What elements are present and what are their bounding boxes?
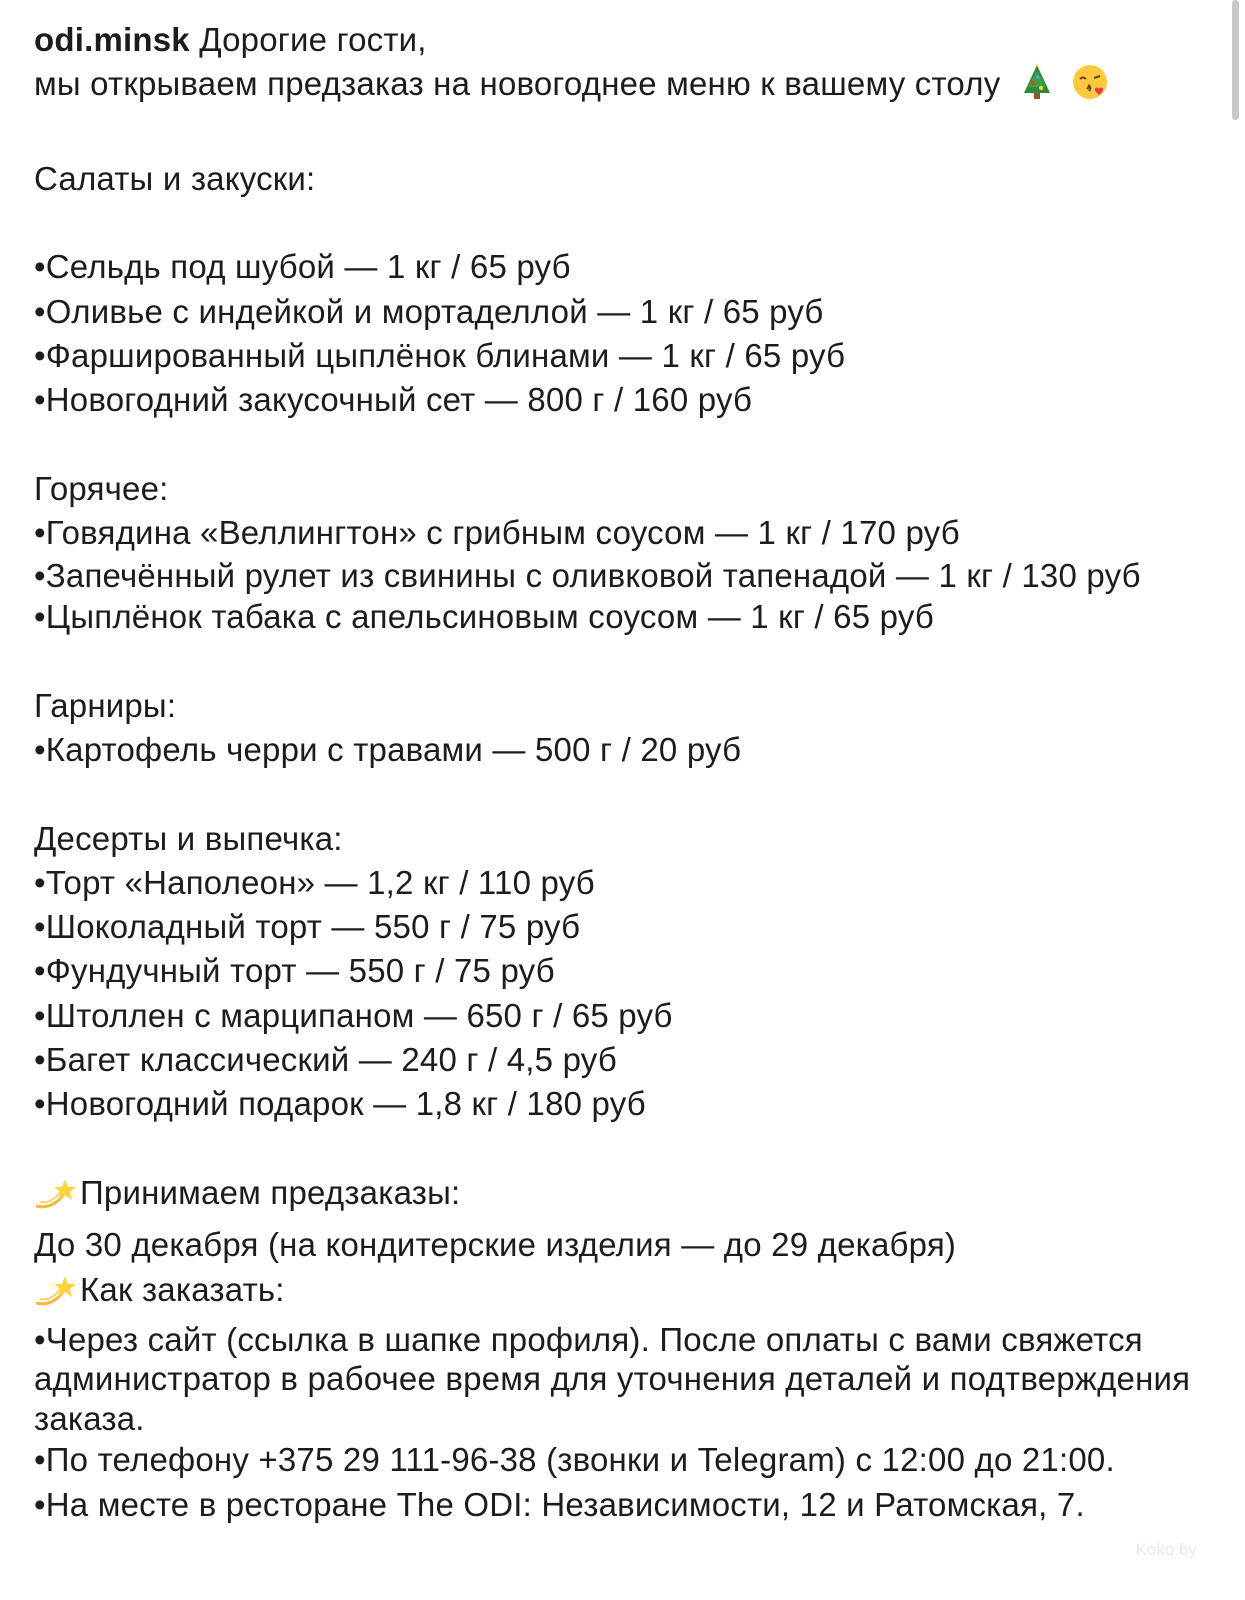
menu-item: •Оливье с индейкой и мортаделлой — 1 кг / 65 руб — [34, 292, 824, 330]
scrollbar[interactable] — [1232, 0, 1239, 120]
post-caption — [34, 18, 1194, 1527]
dizzy-star-icon — [34, 1176, 76, 1223]
menu-item: •Запечённый рулет из свинины с оливковой тапенадой — 1 кг / 130 руб — [34, 556, 1141, 594]
menu-item: •Фаршированный цыплёнок блинами — 1 кг / 65 руб — [34, 337, 846, 375]
how-to-order-heading-text: Как заказать: — [80, 1270, 285, 1308]
preorder-heading-text: Принимаем предзаказы: — [80, 1173, 461, 1211]
intro-text: мы открываем предзаказ на новогоднее меню к вашему столу — [34, 65, 1001, 103]
menu-item: •Штоллен с марципаном — 650 г / 65 руб — [34, 996, 673, 1034]
intro-line — [34, 62, 1194, 112]
christmas-tree-icon — [1020, 63, 1054, 112]
menu-item: •Сельдь под шубой — 1 кг / 65 руб — [34, 248, 571, 286]
preorder-deadline: До 30 декабря (на кондитерские изделия — до 29 декабря) — [34, 1226, 957, 1264]
kissing-face-icon — [1071, 63, 1109, 112]
caption-header — [34, 18, 1194, 62]
username-link[interactable]: odi.minsk — [34, 21, 190, 58]
greeting-text: Дорогие гости, — [189, 21, 427, 58]
section-heading-salads: Салаты и закуски: — [34, 159, 316, 197]
menu-item: •Новогодний закусочный сет — 800 г / 160 руб — [34, 381, 753, 419]
section-heading-sides: Гарниры: — [34, 686, 177, 724]
dizzy-star-icon — [34, 1273, 76, 1320]
menu-item: •Говядина «Веллингтон» с грибным соусом — 1 кг / 170 руб — [34, 514, 960, 552]
menu-item: •Новогодний подарок — 1,8 кг / 180 руб — [34, 1085, 646, 1123]
menu-item: •Багет классический — 240 г / 4,5 руб — [34, 1041, 617, 1079]
order-method: •На месте в ресторане The ODI: Независимости, 12 и Ратомская, 7. — [34, 1485, 1085, 1523]
preorder-heading — [34, 1171, 1194, 1223]
menu-item: •Фундучный торт — 550 г / 75 руб — [34, 952, 555, 990]
menu-item: •Картофель черри с травами — 500 г / 20 руб — [34, 730, 742, 768]
order-method: •По телефону +375 29 111-96-38 (звонки и Telegram) с 12:00 до 21:00. — [34, 1441, 1115, 1479]
watermark: Koko.by — [1135, 1540, 1197, 1559]
menu-item: •Цыплёнок табака с апельсиновым соусом — 1 кг / 65 руб — [34, 598, 934, 636]
menu-item: •Шоколадный торт — 550 г / 75 руб — [34, 908, 581, 946]
menu-item: •Торт «Наполеон» — 1,2 кг / 110 руб — [34, 863, 595, 901]
section-heading-hot: Горячее: — [34, 469, 169, 507]
order-method: •Через сайт (ссылка в шапке профиля). После оплаты с вами свяжется администратор в рабочее время для уточнения деталей и подтверждения заказа. — [34, 1320, 1191, 1437]
how-to-order-heading — [34, 1268, 1194, 1320]
section-heading-desserts: Десерты и выпечка: — [34, 819, 343, 857]
